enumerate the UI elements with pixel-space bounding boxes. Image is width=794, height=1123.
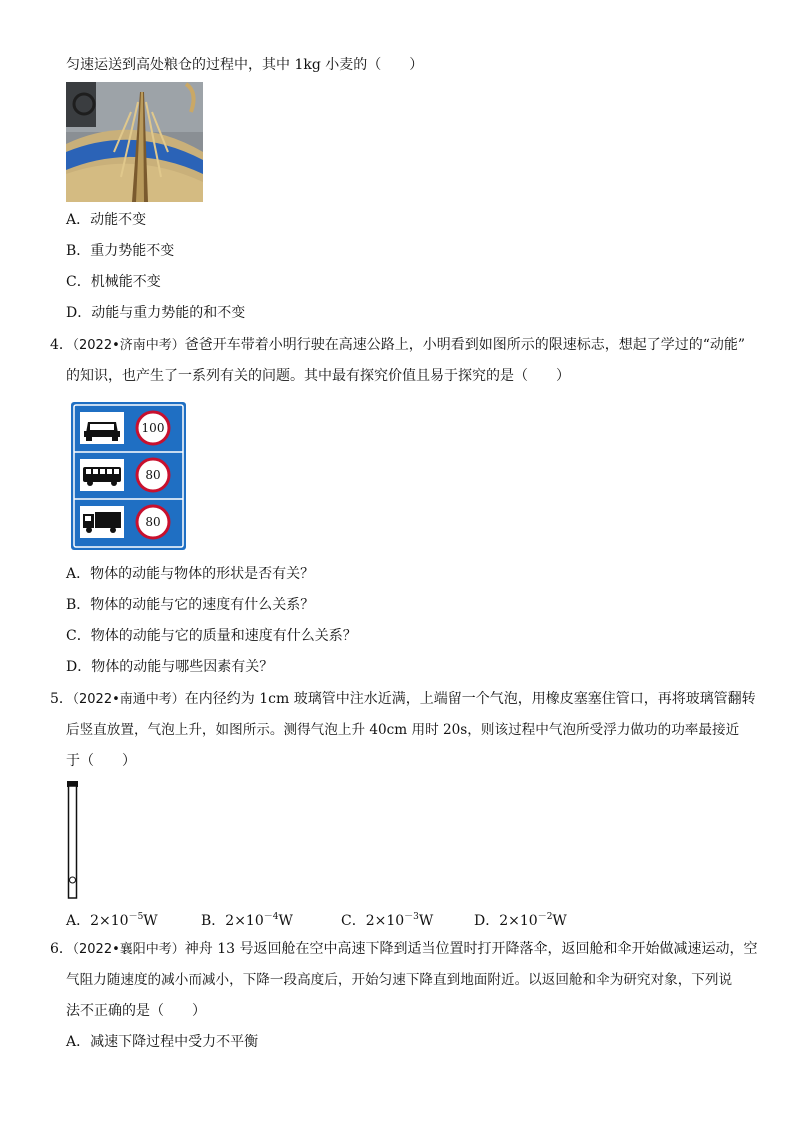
q4-stem-line1 bbox=[66, 336, 745, 355]
speed-limit-truck: 80 bbox=[145, 515, 161, 529]
q4-number: 4． bbox=[50, 337, 73, 353]
q5-option-c: C．$2\times 10^{-3}W$ bbox=[341, 912, 434, 929]
q6-stem-line2: 气阻力随速度的减小而减小，下降一段高度后，开始匀速下降直到地面附近。以返回舱和伞为研究对象，下列说 bbox=[66, 972, 733, 988]
speed-limit-bus: 80 bbox=[145, 468, 161, 482]
q5-stem-text1: 在内径约为 1cm 玻璃管中注水近满，上端留一个气泡，用橡皮塞塞住管口，再将玻璃管翻转 bbox=[184, 691, 756, 707]
q4-source: （2022•济南中考） bbox=[66, 338, 185, 353]
q4-stem-line2: 的知识，也产生了一系列有关的问题。其中最有探究价值且易于探究的是（ ） bbox=[66, 368, 570, 384]
q4-option-b: B．物体的动能与它的速度有什么关系？ bbox=[66, 597, 315, 613]
q3-stem-continued: 匀速运送到高处粮仓的过程中，其中 1kg 小麦的（ ） bbox=[66, 57, 424, 73]
q6-source: （2022•襄阳中考） bbox=[66, 942, 185, 957]
q5-stem-line2: 后竖直放置，气泡上升，如图所示。测得气泡上升 40cm 用时 20s，则该过程中气泡所受浮力做功的功率最接近 bbox=[66, 722, 740, 738]
q5-source: （2022•南通中考） bbox=[66, 692, 185, 707]
q4-option-d: D．物体的动能与哪些因素有关？ bbox=[66, 659, 274, 675]
q5-option-a: A．$2\times 10^{-5}W$ bbox=[66, 912, 158, 929]
q5-stem-line1 bbox=[66, 690, 756, 709]
glass-tube-figure bbox=[66, 780, 80, 900]
q4-option-c: C．物体的动能与它的质量和速度有什么关系？ bbox=[66, 628, 357, 644]
q3-option-c: C．机械能不变 bbox=[66, 274, 161, 290]
q5-option-b: B．$2\times 10^{-4}W$ bbox=[201, 912, 293, 929]
q6-stem-line1 bbox=[66, 940, 757, 959]
speed-limit-car: 100 bbox=[141, 421, 165, 435]
q4-option-a: A．物体的动能与物体的形状是否有关？ bbox=[66, 566, 315, 582]
truck-icon bbox=[80, 506, 124, 538]
q6-stem-line3: 法不正确的是（ ） bbox=[66, 1003, 206, 1019]
q3-option-d: D．动能与重力势能的和不变 bbox=[66, 305, 246, 321]
conveyor-photo bbox=[66, 82, 203, 202]
q6-number: 6． bbox=[50, 941, 73, 957]
q6-option-a: A．减速下降过程中受力不平衡 bbox=[66, 1034, 259, 1050]
q5-option-d: D．$2\times 10^{-2}W$ bbox=[474, 912, 567, 929]
q3-option-b: B．重力势能不变 bbox=[66, 243, 175, 259]
q4-stem-text1: 爸爸开车带着小明行驶在高速公路上，小明看到如图所示的限速标志，想起了学过的“动能” bbox=[184, 337, 746, 353]
speed-limit-sign bbox=[71, 402, 186, 550]
q3-option-a: A．动能不变 bbox=[66, 212, 147, 228]
q5-stem-line3: 于（ ） bbox=[66, 753, 136, 769]
q6-stem-text1: 神舟 13 号返回舱在空中高速下降到适当位置时打开降落伞，返回舱和伞开始做减速运动，空 bbox=[184, 941, 758, 957]
car-icon bbox=[80, 412, 124, 444]
bus-icon bbox=[80, 459, 124, 491]
q5-number: 5． bbox=[50, 691, 73, 707]
